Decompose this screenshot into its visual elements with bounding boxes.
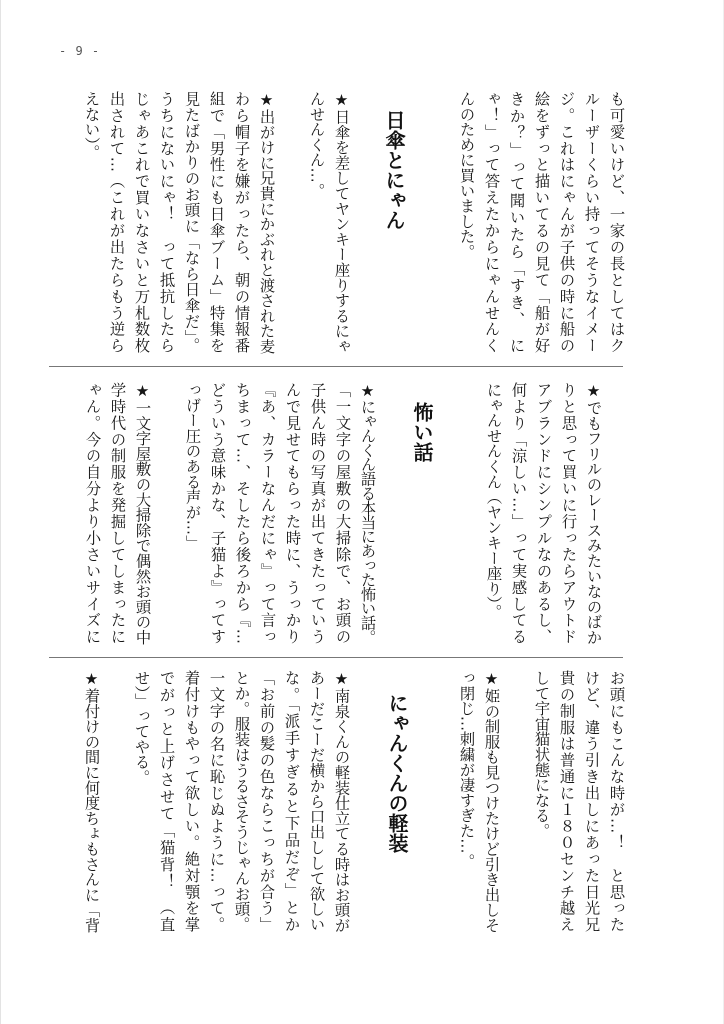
- section-heading: にゃんくんの軽装: [385, 693, 409, 853]
- section-heading: 怖い話: [410, 402, 434, 462]
- text-column: 出されて…（これが出たらもう逆ら: [107, 91, 126, 353]
- text-column: っげー圧のある声が…」: [183, 382, 202, 551]
- text-column: ★姫の制服も見つけたけど引き出しそ: [482, 670, 501, 933]
- text-column: ジ。これはにゃんが子供の時に船の: [557, 91, 576, 353]
- text-column: 組で「男性にも日傘ブーム」特集を: [207, 91, 226, 353]
- text-column: も可愛いけど、一家の長としてはク: [607, 91, 626, 353]
- text-column: ゃ！」って答えたからにゃんせんく: [482, 91, 501, 353]
- text-column: ★南泉くんの軽装仕立てる時はお頭が: [332, 670, 351, 933]
- band-bottom: [1, 670, 724, 940]
- text-column: 『あ、カラーなんだにゃ』って言っ: [258, 382, 277, 644]
- text-column: 貴の制服は普通に１８０センチ越え: [557, 670, 576, 932]
- band-divider: [49, 657, 623, 658]
- text-column: んで見せてもらった時に、うっかり: [283, 382, 302, 644]
- text-column: けど、違う引き出しにあった日光兄: [582, 670, 601, 932]
- text-column: っ閉じ…刺繍が凄すぎた…。: [457, 670, 476, 869]
- section-heading: 日傘とにゃん: [382, 110, 406, 230]
- text-column: ★日傘を差してヤンキー座りするにゃ: [332, 91, 351, 354]
- text-column: んのために買いました。: [457, 91, 476, 260]
- text-column: うちにないにゃ！ って抵抗したら: [157, 91, 176, 353]
- text-column: ★出がけに兄貴にかぶれと渡された麦: [257, 91, 276, 354]
- text-column: とか。服装はうるさそうじゃんお頭。: [232, 670, 251, 932]
- text-column: 「お前の髪の色ならこっちが合う」: [257, 670, 276, 932]
- text-column: せ）」ってやる。: [132, 670, 151, 785]
- page-number: - 9 -: [59, 44, 101, 58]
- band-middle: [1, 382, 724, 652]
- text-column: 着付けもやって欲しい。絶対顎を掌: [182, 670, 201, 932]
- text-column: ★でもフリルのレースみたいなのばか: [584, 382, 603, 645]
- text-column: ちまって…、そしたら後ろから『…: [233, 382, 252, 644]
- text-column: 見たばかりのお頭に「なら日傘だ」。: [182, 91, 201, 353]
- text-column: わら帽子を嫌がったら、朝の情報番: [232, 91, 251, 353]
- text-column: して宇宙猫状態になる。: [532, 670, 551, 839]
- text-column: お頭にもこんな時が…！ と思った: [607, 670, 626, 932]
- text-column: ルーザーくらい持ってそうなイメー: [582, 91, 601, 353]
- text-column: 絵をずっと描いてるの見て「船が好: [532, 91, 551, 353]
- band-divider: [49, 366, 623, 367]
- text-column: ★着付けの間に何度ちょもさんに「背: [82, 670, 101, 933]
- text-column: 「一文字の屋敷の大掃除で、お頭の: [333, 382, 352, 644]
- text-column: アブランドにシンプルなのあるし、: [534, 382, 553, 644]
- text-column: 一文字の名に恥じぬように…って。: [207, 670, 226, 932]
- text-column: 子供ん時の写真が出てきたっていう: [308, 382, 327, 644]
- band-top: [1, 91, 724, 361]
- text-column: えない）。: [82, 91, 101, 160]
- text-column: ★にゃんくん語る本当にあった怖い話。: [358, 382, 377, 644]
- text-column: な。「派手すぎると下品だぞ」とか: [282, 670, 301, 932]
- text-column: じゃあこれで買いなさいと万札数枚: [132, 91, 151, 353]
- text-column: ゃん。今の自分より小さいサイズに: [83, 382, 102, 644]
- text-column: りと思って買いに行ったらアウトド: [559, 382, 578, 644]
- text-column: あーだこーだ横から口出しして欲しい: [307, 670, 326, 932]
- text-column: んせんくん…。: [307, 91, 326, 199]
- text-column: でがっと上げさせて「猫背！ （直: [157, 670, 176, 932]
- text-column: にゃんせんくん（ヤンキー座り）。: [484, 382, 503, 620]
- text-column: きか？」って聞いたら「すき、 に: [507, 91, 526, 353]
- text-column: 学時代の制服を発掘してしまったに: [108, 382, 127, 644]
- text-column: ★一文字屋敷の大掃除で偶然お頭の中: [133, 382, 152, 645]
- text-column: どういう意味かな、子猫よ』ってす: [208, 382, 227, 644]
- text-column: 何より「涼しい…」って実感してる: [509, 382, 528, 644]
